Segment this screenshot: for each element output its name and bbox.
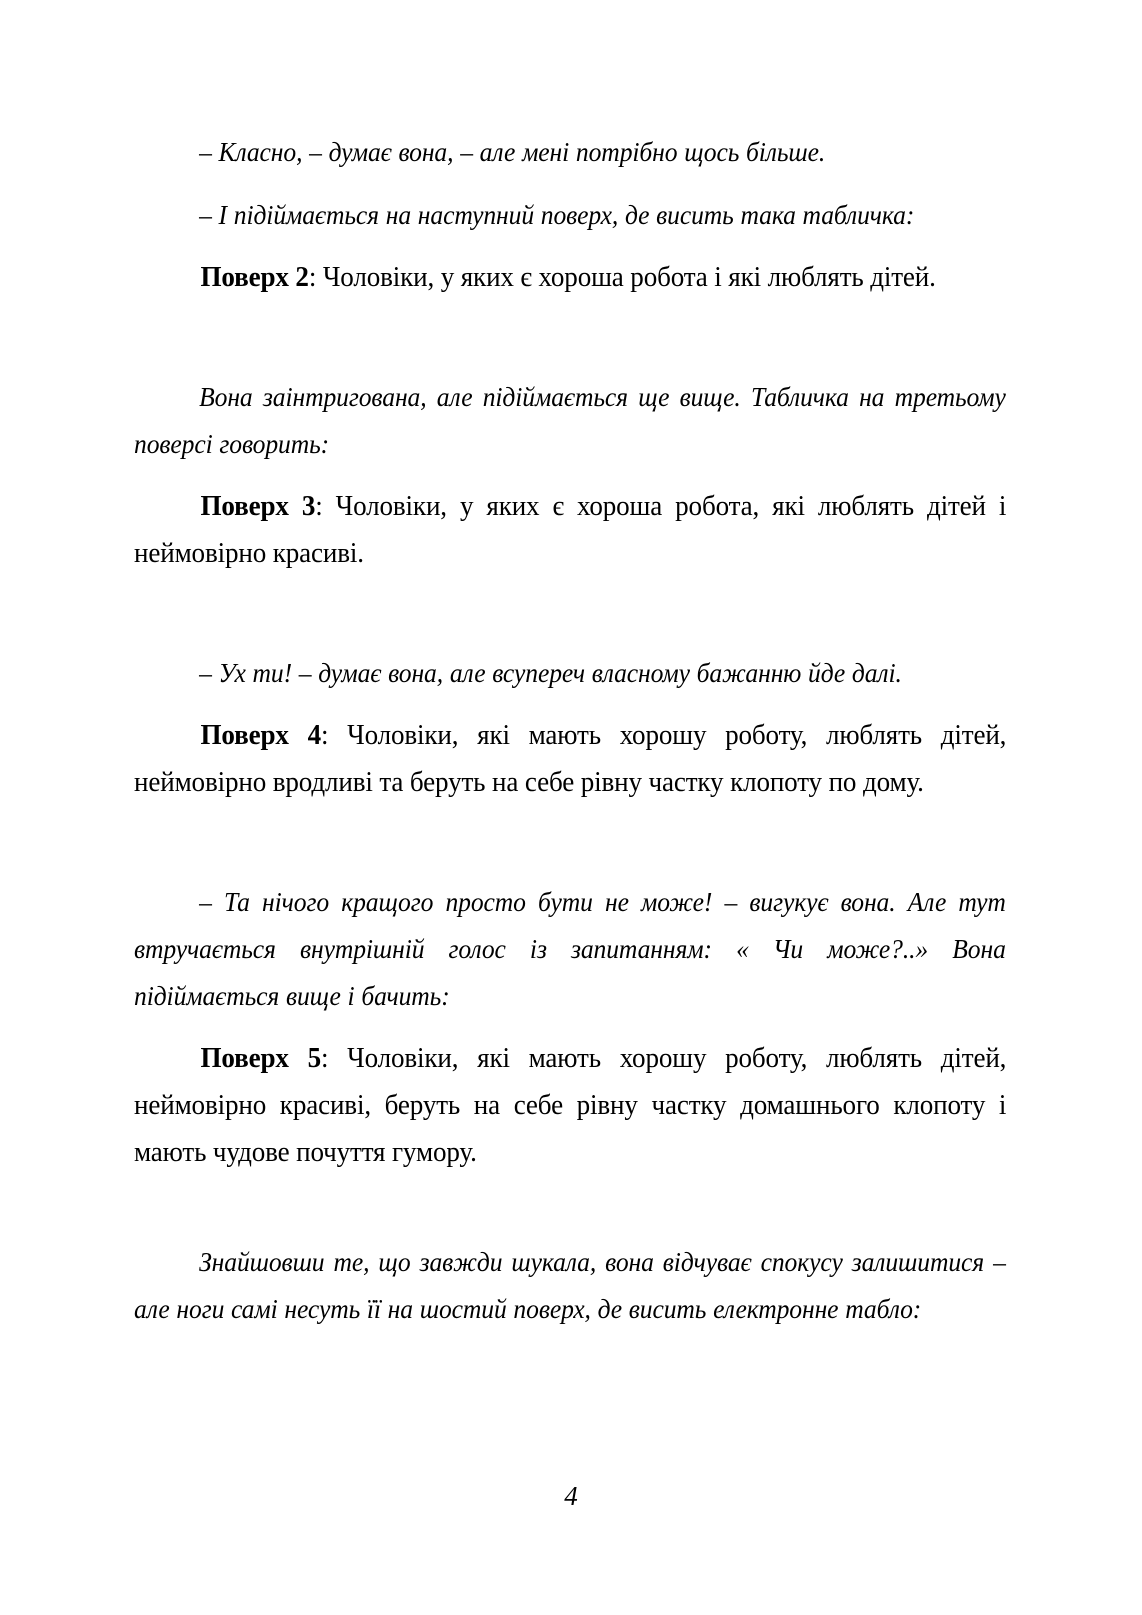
paragraph-gap: [134, 696, 1006, 712]
paragraph-gap: [134, 175, 1006, 191]
floor-paragraph-2: [134, 254, 1006, 301]
section-gap: [134, 806, 1006, 878]
section-gap: [134, 301, 1006, 373]
floor-text-2: : Чоловіки, у яких є хороша робота і які люблять дітей.: [308, 262, 936, 293]
floor-text-4: : Чоловіки, які мають хорошу роботу, люблять дітей, неймовірно вродливі та беруть на себе рівну частку клопоту по дому.: [134, 720, 1007, 798]
section-gap: [134, 577, 1006, 649]
narrative-paragraph-4: – Ух ти! – думає вона, але всупереч власному бажанню йде далі.: [199, 657, 902, 688]
floor-label-3: Поверх 3: [200, 491, 316, 522]
paragraph-gap: [134, 238, 1006, 254]
floor-paragraph-3: [134, 483, 1006, 577]
paragraph-gap: [134, 467, 1006, 483]
floor-label-5: Поверх 5: [200, 1043, 321, 1074]
narrative-paragraph-6: Знайшовши те, що завжди шукала, вона відчуває спокусу залишитися – але ноги самі несуть її на шостий поверх, де висить електронне табло:: [134, 1246, 1006, 1324]
narrative-paragraph-5: – Та нічого кращого просто бути не може! – вигукує вона. Але тут втручається внутрішній голос із запитанням: « Чи може?..» Вона підіймається вище і бачить:: [134, 886, 1006, 1011]
narrative-paragraph-1: – Класно, – думає вона, – але мені потрібно щось більше.: [199, 136, 826, 167]
section-gap: [134, 1176, 1006, 1238]
page-number: 4: [564, 1481, 578, 1511]
body-text-column: [134, 128, 1006, 1332]
floor-label-4: Поверх 4: [200, 720, 321, 751]
floor-text-5: : Чоловіки, які мають хорошу роботу, люблять дітей, неймовірно красиві, беруть на себе рівну частку домашнього клопоту і мають чудове почуття гумору.: [134, 1043, 1007, 1168]
floor-paragraph-5: [134, 1035, 1006, 1176]
paragraph-gap: [134, 1019, 1006, 1035]
floor-label-2: Поверх 2: [200, 262, 309, 293]
narrative-paragraph-3: Вона заінтригована, але підіймається ще вище. Табличка на третьому поверсі говорить:: [134, 381, 1006, 459]
floor-text-3: : Чоловіки, у яких є хороша робота, які люблять дітей і неймовірно красиві.: [134, 491, 1007, 569]
floor-paragraph-4: [134, 712, 1006, 806]
narrative-paragraph-2: – І підіймається на наступний поверх, де висить така табличка:: [199, 199, 915, 230]
